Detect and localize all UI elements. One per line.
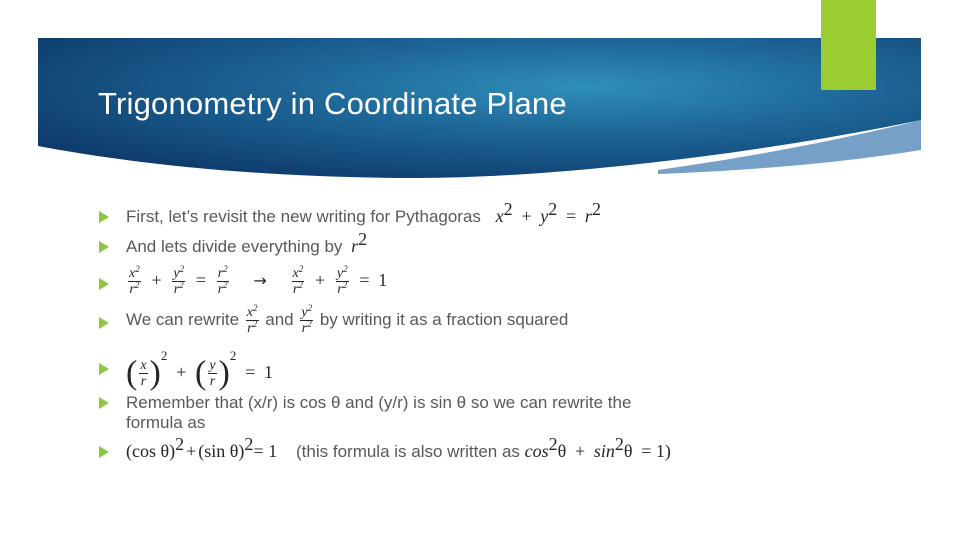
eq-var: r xyxy=(584,206,592,226)
eq-operator: = xyxy=(195,269,206,290)
eq-operator: + xyxy=(186,441,197,461)
exponent: 2 xyxy=(223,280,228,290)
eq-operator: + xyxy=(176,362,187,382)
eq-operator: + xyxy=(575,441,586,461)
numerator: x xyxy=(246,305,254,320)
eq-operator: = xyxy=(245,362,256,382)
exponent: 2 xyxy=(223,264,228,274)
bullet-rewrite xyxy=(126,305,568,336)
bullet-text: And lets divide everything by xyxy=(126,237,343,256)
bullet-arrow-icon xyxy=(99,446,109,458)
eq-operator: = xyxy=(359,269,370,290)
eq-value: 1 xyxy=(268,441,278,461)
bullet-text: First, let’s revisit the new writing for Pythagoras xyxy=(126,207,481,226)
theta: θ xyxy=(557,441,567,461)
bullet-text: formula as xyxy=(126,413,206,432)
numerator: r xyxy=(217,266,224,281)
paren: ( xyxy=(195,354,207,392)
bullet-identity xyxy=(126,434,671,462)
paren: ) xyxy=(149,354,161,392)
exponent: 2 xyxy=(307,303,313,313)
exponent: 2 xyxy=(244,434,254,454)
bullet-text: (this formula is also written as xyxy=(296,442,520,461)
exponent: 2 xyxy=(179,280,184,290)
denominator: r xyxy=(301,321,308,336)
sin-function: sin xyxy=(593,441,615,461)
denominator: r xyxy=(217,282,224,297)
eq-var: y xyxy=(540,206,549,226)
fraction xyxy=(128,266,141,297)
numerator: y xyxy=(173,266,180,281)
bullet-text: = 1) xyxy=(641,441,671,461)
bullet-arrow-icon xyxy=(99,397,109,409)
denominator: r xyxy=(247,321,253,336)
exponent: 2 xyxy=(160,348,168,363)
bullet-divided-equation xyxy=(126,266,387,297)
eq-var: x xyxy=(495,206,504,226)
exponent: 2 xyxy=(298,264,304,274)
numerator: x xyxy=(140,358,147,374)
bullet-arrow-icon xyxy=(99,241,109,253)
numerator: y xyxy=(336,266,344,281)
bullet-remember xyxy=(126,393,631,433)
denominator: r xyxy=(173,282,180,297)
exponent: 2 xyxy=(342,280,348,290)
bullet-arrow-icon xyxy=(99,317,109,329)
exponent: 2 xyxy=(298,280,303,290)
exponent: 2 xyxy=(179,264,185,274)
exponent: 2 xyxy=(252,319,258,329)
bullet-squared-fractions xyxy=(126,348,273,392)
eq-value: 1 xyxy=(264,362,273,382)
eq-operator: = xyxy=(566,206,577,226)
sin-term: (sin θ) xyxy=(198,441,245,461)
exponent: 2 xyxy=(614,434,624,454)
bullet-arrow-icon xyxy=(99,278,109,290)
exponent: 2 xyxy=(253,303,258,313)
bullet-divide xyxy=(126,229,368,257)
eq-exponent: 2 xyxy=(548,199,558,219)
bullet-text: Remember that (x/r) is cos θ and (y/r) is sin θ so we can rewrite the xyxy=(126,393,632,412)
paren: ( xyxy=(126,354,138,392)
exponent: 2 xyxy=(135,264,140,274)
exponent: 2 xyxy=(134,280,140,290)
fraction xyxy=(292,266,305,297)
denominator: r xyxy=(209,374,216,390)
exponent: 2 xyxy=(229,348,237,363)
fraction xyxy=(217,266,229,297)
numerator: y xyxy=(301,305,308,320)
fraction xyxy=(172,266,185,297)
numerator: x xyxy=(129,266,136,281)
eq-exponent: 2 xyxy=(503,199,513,219)
implies-arrow-icon: → xyxy=(253,270,267,290)
numerator: y xyxy=(209,358,216,374)
eq-value: 1 xyxy=(378,269,388,290)
denominator: r xyxy=(292,282,299,297)
theta: θ xyxy=(623,441,633,461)
denominator: r xyxy=(129,282,135,297)
slide-title: Trigonometry in Coordinate Plane xyxy=(98,86,567,121)
cos-term: (cos θ) xyxy=(126,441,176,461)
eq-var: r xyxy=(351,236,359,256)
bullet-arrow-icon xyxy=(99,211,109,223)
bullet-text: We can rewrite xyxy=(126,309,240,329)
eq-exponent: 2 xyxy=(358,229,368,249)
denominator: r xyxy=(140,374,147,390)
bullet-arrow-icon xyxy=(99,363,109,375)
numerator: x xyxy=(292,266,299,281)
paren: ) xyxy=(218,354,230,392)
exponent: 2 xyxy=(175,434,185,454)
pythagoras-equation xyxy=(495,199,601,226)
fraction xyxy=(300,305,313,336)
exponent: 2 xyxy=(548,434,558,454)
bullet-pythagoras xyxy=(126,199,601,227)
fraction xyxy=(139,358,147,389)
fraction xyxy=(246,305,259,336)
eq-operator: + xyxy=(314,269,326,290)
fraction xyxy=(336,266,349,297)
eq-operator: = xyxy=(253,441,264,461)
eq-operator: + xyxy=(521,206,532,226)
bullet-text: by writing it as a fraction squared xyxy=(319,309,569,329)
exponent: 2 xyxy=(307,319,312,329)
denominator: r xyxy=(337,282,343,297)
eq-operator: + xyxy=(151,269,162,290)
eq-exponent: 2 xyxy=(591,199,601,219)
green-accent-bar xyxy=(821,0,876,90)
bullet-text: and xyxy=(265,309,294,329)
fraction xyxy=(208,358,216,389)
exponent: 2 xyxy=(343,264,348,274)
cos-function: cos xyxy=(524,441,549,461)
